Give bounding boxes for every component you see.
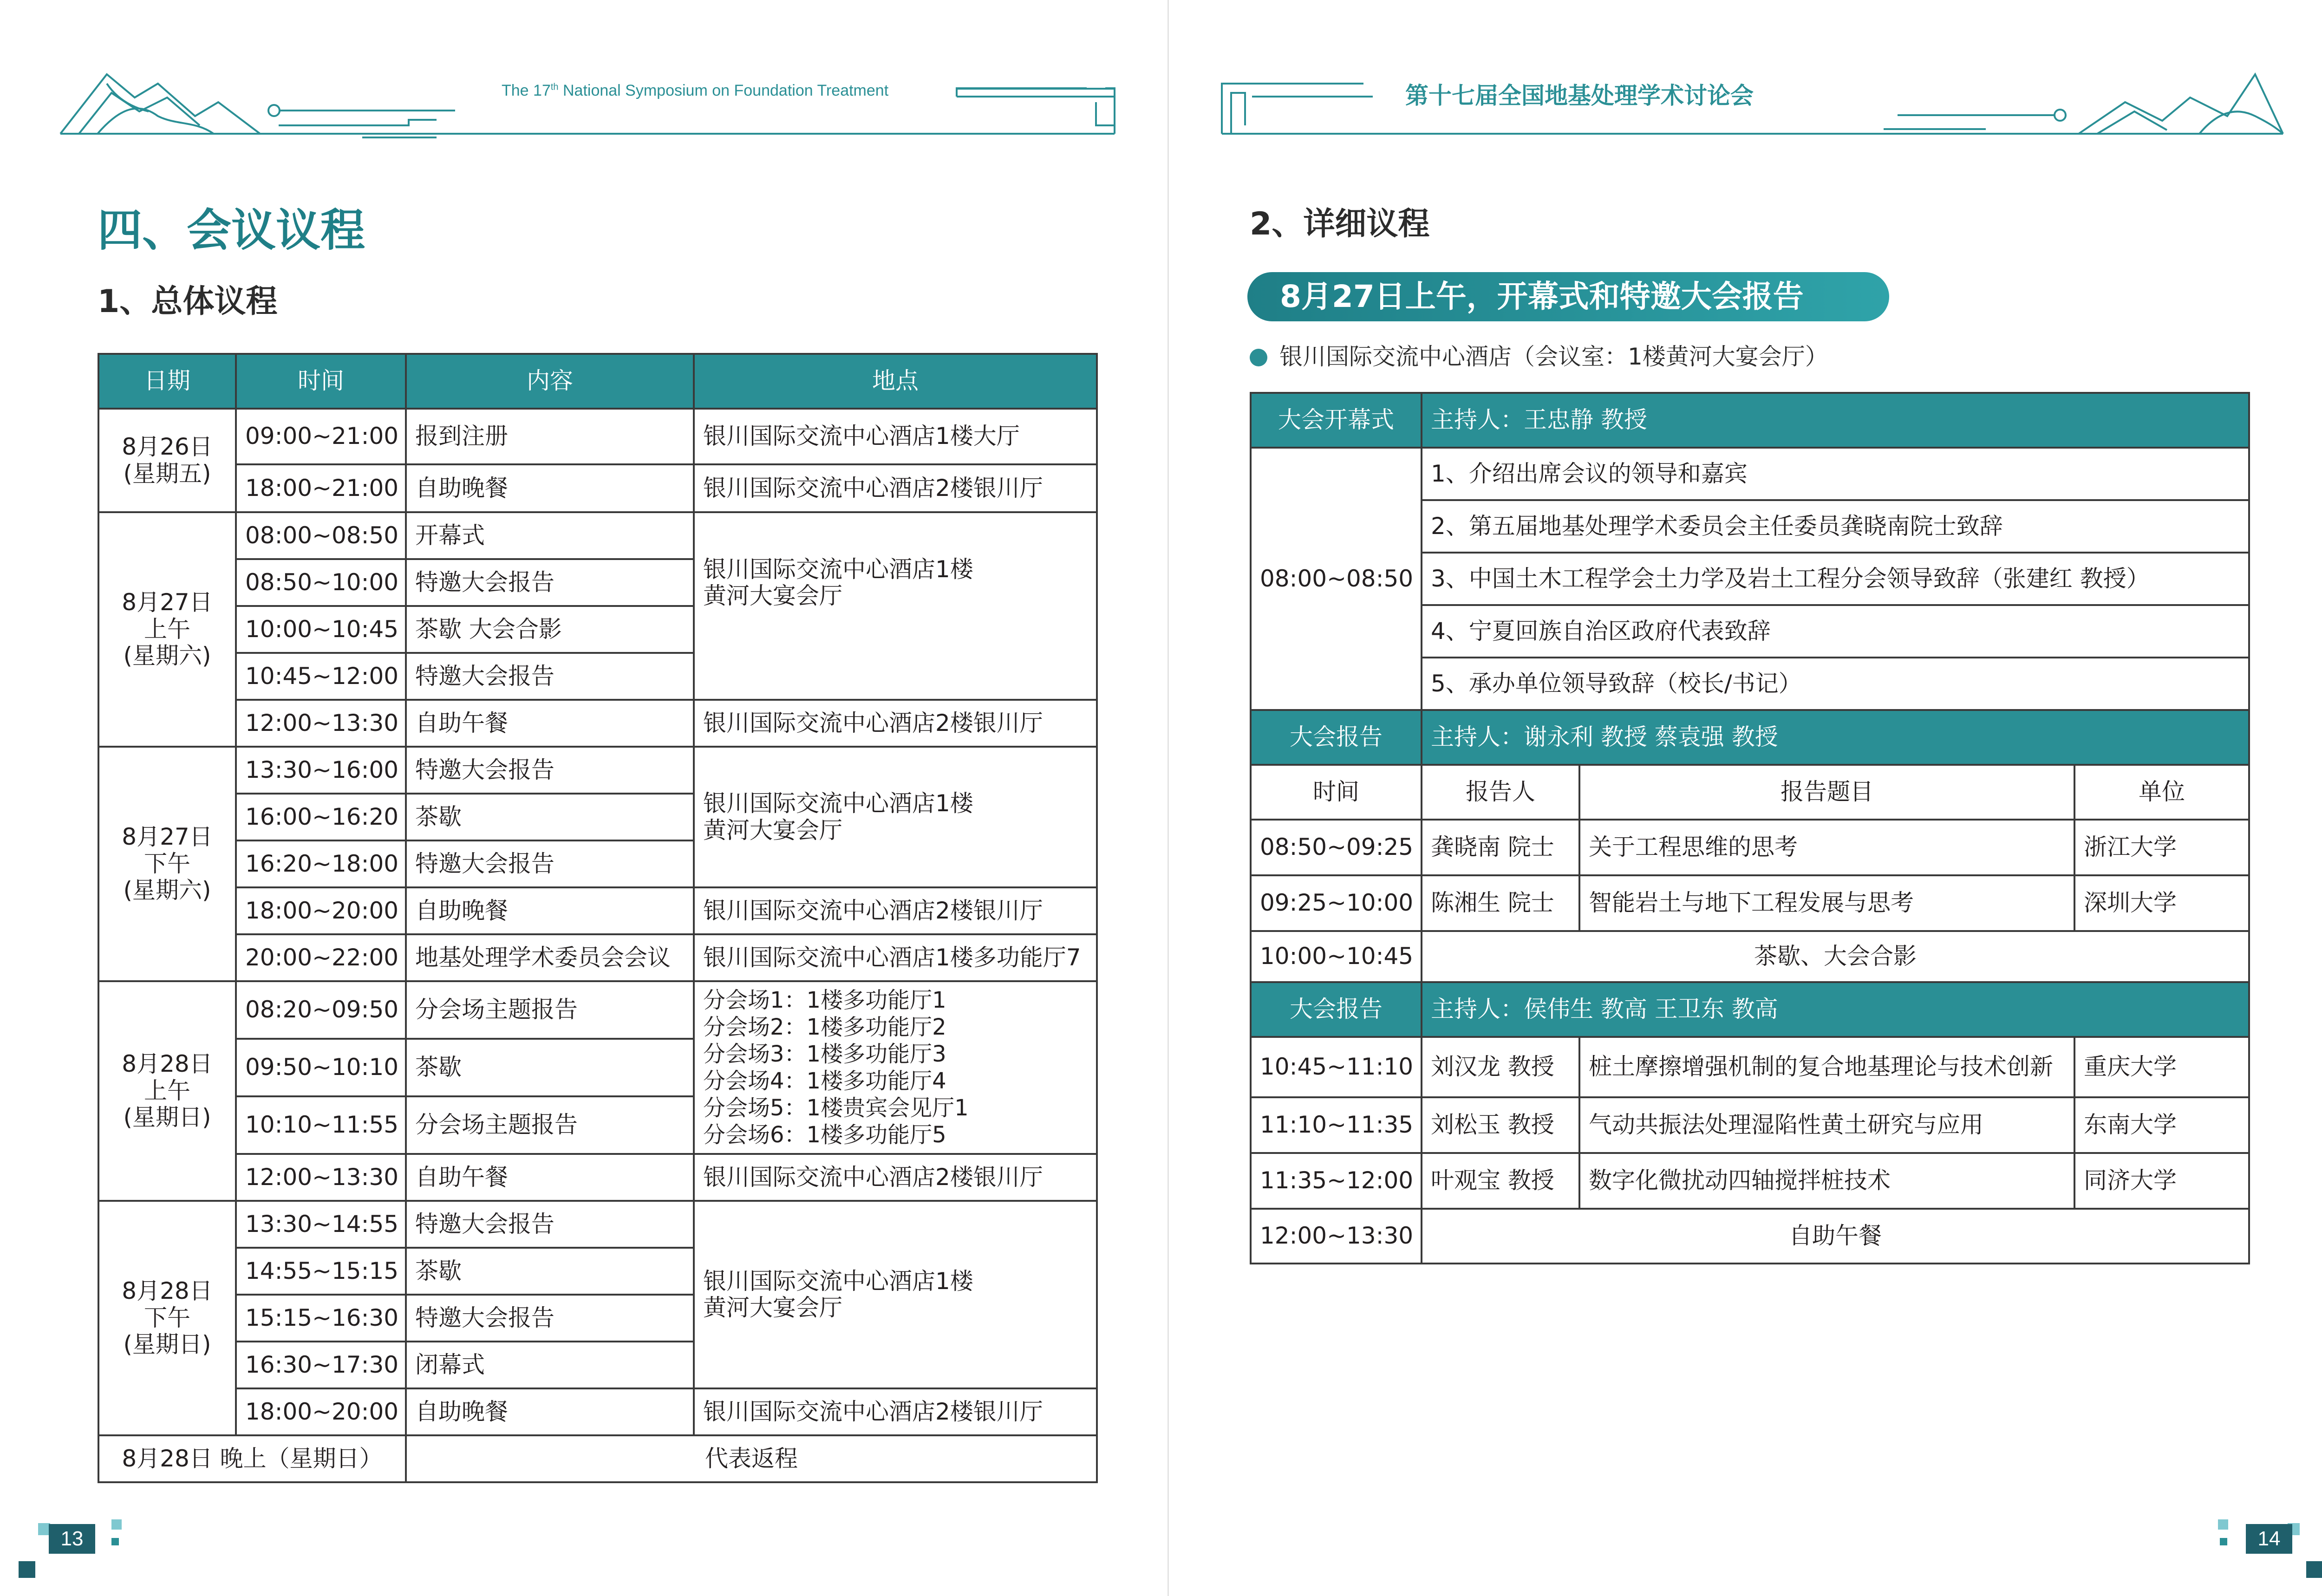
speaker-cell: 刘汉龙 教授 (1422, 1037, 1579, 1097)
table-row (1251, 931, 2249, 982)
table-row (98, 464, 1097, 512)
date-cell: 8月27日 上午 (星期六) (98, 512, 236, 747)
table-row (98, 981, 1097, 1039)
content-cell: 茶歇 大会合影 (406, 606, 694, 653)
content-cell: 报到注册 (406, 409, 694, 464)
time-cell: 18:00~20:00 (236, 1388, 406, 1435)
time-cell: 09:25~10:00 (1251, 875, 1422, 931)
time-cell: 10:45~12:00 (236, 653, 406, 700)
opening-item: 4、宁夏回族自治区政府代表致辞 (1422, 605, 2249, 658)
time-cell: 08:50~10:00 (236, 559, 406, 606)
time-cell: 16:20~18:00 (236, 840, 406, 887)
page-number: 14 (2246, 1524, 2292, 1554)
place-cell: 银川国际交流中心酒店1楼多功能厅7 (694, 934, 1097, 981)
place-cell: 银川国际交流中心酒店2楼银川厅 (694, 1388, 1097, 1435)
topic-cell: 智能岩土与地下工程发展与思考 (1579, 875, 2074, 931)
section-subtitle: 1、总体议程 (98, 283, 278, 320)
opening-label: 大会开幕式 (1251, 393, 1422, 448)
header-title-en: The 17th National Symposium on Foundation Treatment (502, 82, 889, 99)
content-cell: 地基处理学术委员会会议 (406, 934, 694, 981)
place-cell: 银川国际交流中心酒店2楼银川厅 (694, 887, 1097, 934)
content-cell: 茶歇 (406, 794, 694, 840)
content-cell: 特邀大会报告 (406, 559, 694, 606)
opening-item: 3、中国土木工程学会土力学及岩土工程分会领导致辞（张建红 教授） (1422, 553, 2249, 605)
time-cell: 18:00~20:00 (236, 887, 406, 934)
col-topic: 报告题目 (1579, 765, 2074, 820)
session-header-row (1251, 393, 2249, 448)
content-cell: 分会场主题报告 (406, 981, 694, 1039)
col-time: 时间 (1251, 765, 1422, 820)
report-host: 主持人：谢永利 教授 蔡袁强 教授 (1422, 710, 2249, 765)
page-title: 四、会议议程 (98, 204, 365, 256)
table-row (1251, 1097, 2249, 1153)
table-row (1251, 448, 2249, 500)
venue-line (1250, 338, 1828, 371)
time-cell: 20:00~22:00 (236, 934, 406, 981)
time-cell: 13:30~16:00 (236, 747, 406, 794)
break-cell: 茶歇、大会合影 (1422, 931, 2249, 982)
table-header-row (98, 354, 1097, 409)
content-cell: 自助晚餐 (406, 887, 694, 934)
overall-agenda-table (98, 353, 1098, 1483)
content-cell: 特邀大会报告 (406, 1295, 694, 1342)
place-cell: 银川国际交流中心酒店1楼 黄河大宴会厅 (694, 1201, 1097, 1388)
header-date: 日期 (98, 354, 236, 409)
table-row (98, 934, 1097, 981)
venue-dot-icon (1250, 349, 1267, 366)
time-cell: 12:00~13:30 (236, 1154, 406, 1201)
header-place: 地点 (694, 354, 1097, 409)
place-cell: 银川国际交流中心酒店1楼 黄河大宴会厅 (694, 512, 1097, 700)
time-cell: 12:00~13:30 (236, 700, 406, 747)
time-cell: 16:30~17:30 (236, 1342, 406, 1388)
table-row (98, 1154, 1097, 1201)
time-cell: 10:00~10:45 (1251, 931, 1422, 982)
venue-text: 银川国际交流中心酒店（会议室：1楼黄河大宴会厅） (1279, 343, 1828, 370)
place-cell: 银川国际交流中心酒店1楼大厅 (694, 409, 1097, 464)
time-cell: 11:10~11:35 (1251, 1097, 1422, 1153)
report-label: 大会报告 (1251, 710, 1422, 765)
time-cell: 11:35~12:00 (1251, 1153, 1422, 1209)
time-cell: 08:50~09:25 (1251, 820, 1422, 875)
time-cell: 10:10~11:55 (236, 1096, 406, 1154)
place-cell: 银川国际交流中心酒店1楼 黄河大宴会厅 (694, 747, 1097, 887)
opening-item: 5、承办单位领导致辞（校长/书记） (1422, 658, 2249, 710)
unit-cell: 深圳大学 (2074, 875, 2249, 931)
time-cell: 12:00~13:30 (1251, 1209, 1422, 1264)
report-label: 大会报告 (1251, 982, 1422, 1037)
content-cell: 分会场主题报告 (406, 1096, 694, 1154)
time-cell: 09:50~10:10 (236, 1039, 406, 1096)
opening-host: 主持人：王忠静 教授 (1422, 393, 2249, 448)
content-cell: 自助午餐 (406, 700, 694, 747)
content-cell: 特邀大会报告 (406, 747, 694, 794)
place-cell: 银川国际交流中心酒店2楼银川厅 (694, 464, 1097, 512)
time-cell: 10:45~11:10 (1251, 1037, 1422, 1097)
table-row (98, 1388, 1097, 1435)
time-cell: 08:20~09:50 (236, 981, 406, 1039)
speaker-cell: 龚晓南 院士 (1422, 820, 1579, 875)
content-cell: 代表返程 (406, 1435, 1097, 1482)
speaker-cell: 陈湘生 院士 (1422, 875, 1579, 931)
table-row (1251, 875, 2249, 931)
table-row (1251, 1037, 2249, 1097)
opening-time: 08:00~08:50 (1251, 448, 1422, 710)
content-cell: 开幕式 (406, 512, 694, 559)
content-cell: 自助晚餐 (406, 464, 694, 512)
mountain-header-decoration (0, 56, 1168, 149)
table-row (98, 1435, 1097, 1482)
unit-cell: 浙江大学 (2074, 820, 2249, 875)
unit-cell: 重庆大学 (2074, 1037, 2249, 1097)
time-cell: 08:00~08:50 (236, 512, 406, 559)
lunch-cell: 自助午餐 (1422, 1209, 2249, 1264)
time-cell: 18:00~21:00 (236, 464, 406, 512)
header-time: 时间 (236, 354, 406, 409)
report-host: 主持人：侯伟生 教高 王卫东 教高 (1422, 982, 2249, 1037)
time-cell: 13:30~14:55 (236, 1201, 406, 1248)
topic-cell: 数字化微扰动四轴搅拌桩技术 (1579, 1153, 2074, 1209)
time-cell: 15:15~16:30 (236, 1295, 406, 1342)
time-cell: 09:00~21:00 (236, 409, 406, 464)
place-cell: 银川国际交流中心酒店2楼银川厅 (694, 1154, 1097, 1201)
col-speaker: 报告人 (1422, 765, 1579, 820)
speaker-cell: 刘松玉 教授 (1422, 1097, 1579, 1153)
content-cell: 自助晚餐 (406, 1388, 694, 1435)
table-row (1251, 820, 2249, 875)
table-row (1251, 1209, 2249, 1264)
page-title: 2、详细议程 (1250, 206, 1430, 242)
col-unit: 单位 (2074, 765, 2249, 820)
topic-cell: 关于工程思维的思考 (1579, 820, 2074, 875)
table-row (98, 700, 1097, 747)
date-cell: 8月27日 下午 (星期六) (98, 747, 236, 981)
topic-cell: 桩土摩擦增强机制的复合地基理论与技术创新 (1579, 1037, 2074, 1097)
opening-item: 1、介绍出席会议的领导和嘉宾 (1422, 448, 2249, 500)
unit-cell: 东南大学 (2074, 1097, 2249, 1153)
date-cell: 8月28日 下午 (星期日) (98, 1201, 236, 1435)
date-cell: 8月28日 晚上（星期日） (98, 1435, 406, 1482)
table-row (98, 747, 1097, 794)
date-cell: 8月26日 (星期五) (98, 409, 236, 512)
detailed-agenda-table (1250, 392, 2250, 1264)
header-title-cn: 第十七届全国地基处理学术讨论会 (1405, 82, 1754, 109)
place-cell: 银川国际交流中心酒店2楼银川厅 (694, 700, 1097, 747)
session-header-row (1251, 982, 2249, 1037)
topic-cell: 气动共振法处理湿陷性黄土研究与应用 (1579, 1097, 2074, 1153)
table-row (98, 512, 1097, 559)
place-cell: 分会场1：1楼多功能厅1 分会场2：1楼多功能厅2 分会场3：1楼多功能厅3 分会场4：1楼多功能厅4 分会场5：1楼贵宾会见厅1 分会场6：1楼多功能厅5 (694, 981, 1097, 1154)
table-row (98, 409, 1097, 464)
unit-cell: 同济大学 (2074, 1153, 2249, 1209)
header-content: 内容 (406, 354, 694, 409)
time-cell: 10:00~10:45 (236, 606, 406, 653)
content-cell: 自助午餐 (406, 1154, 694, 1201)
speaker-cell: 叶观宝 教授 (1422, 1153, 1579, 1209)
session-title-pill: 8月27日上午，开幕式和特邀大会报告 (1247, 272, 1889, 321)
content-cell: 茶歇 (406, 1039, 694, 1096)
table-row (98, 887, 1097, 934)
date-cell: 8月28日 上午 (星期日) (98, 981, 236, 1201)
content-cell: 闭幕式 (406, 1342, 694, 1388)
header-rule (957, 86, 1115, 91)
right-page (1168, 0, 2322, 1596)
content-cell: 特邀大会报告 (406, 840, 694, 887)
time-cell: 14:55~15:15 (236, 1248, 406, 1295)
opening-item: 2、第五届地基处理学术委员会主任委员龚晓南院士致辞 (1422, 500, 2249, 553)
session-header-row (1251, 710, 2249, 765)
table-row (98, 1201, 1097, 1248)
column-header-row (1251, 765, 2249, 820)
table-row (1251, 1153, 2249, 1209)
time-cell: 16:00~16:20 (236, 794, 406, 840)
content-cell: 特邀大会报告 (406, 1201, 694, 1248)
content-cell: 茶歇 (406, 1248, 694, 1295)
page-number: 13 (49, 1524, 95, 1554)
content-cell: 特邀大会报告 (406, 653, 694, 700)
